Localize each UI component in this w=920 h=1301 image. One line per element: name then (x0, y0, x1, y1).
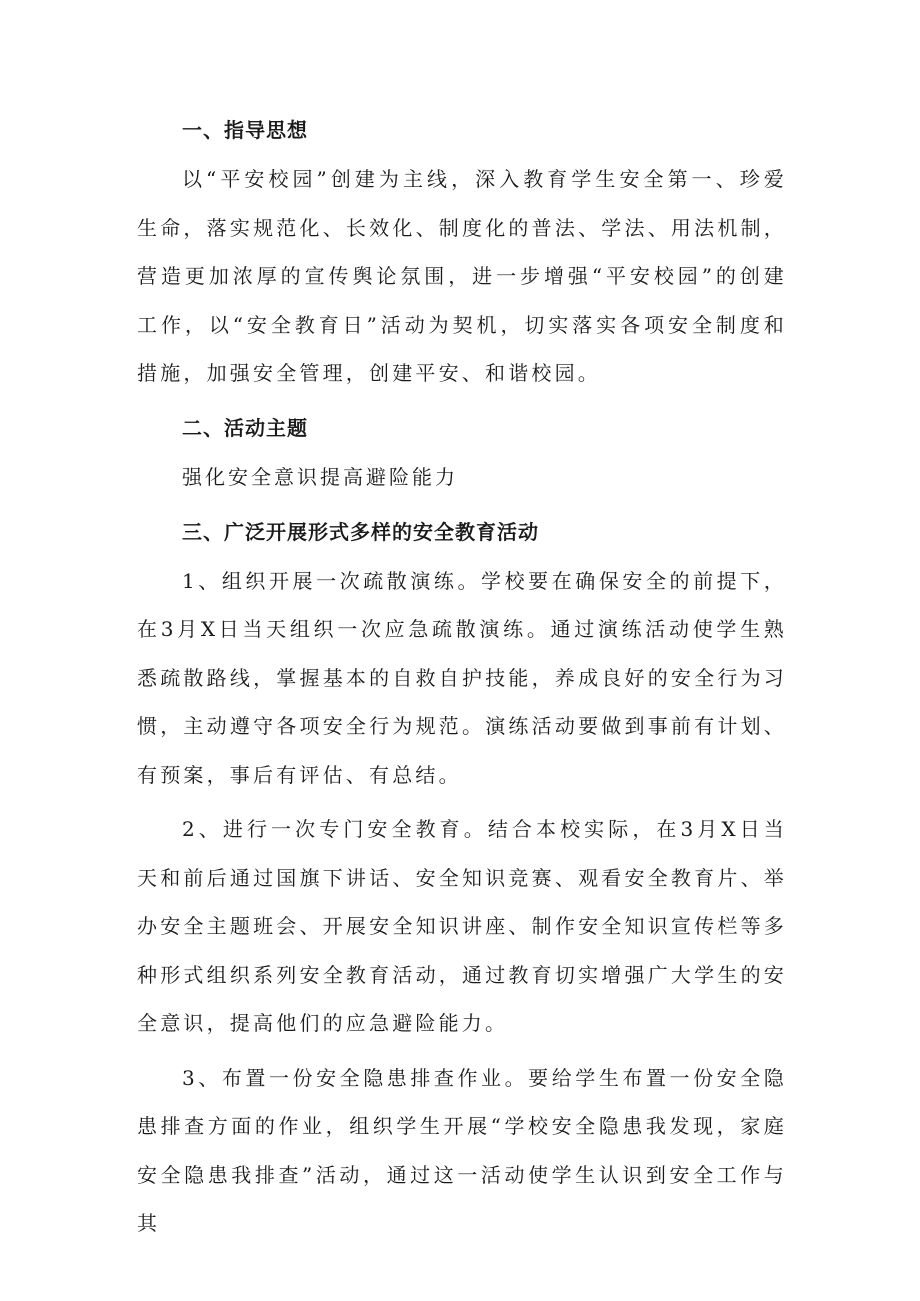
activity-item-safety-education: 2、进行一次专门安全教育。结合本校实际，在3月X日当天和前后通过国旗下讲话、安全知识竞赛、观看安全教育片、举办安全主题班会、开展安全知识讲座、制作安全知识宣传栏等多种形式组织系列安全教育活动，通过教育切实增强广大学生的安全意识，提高他们的应急避险能力。 (137, 817, 787, 1035)
activity-item-evacuation-drill: 1、组织开展一次疏散演练。学校要在确保安全的前提下，在3月X日当天组织一次应急疏散演练。通过演练活动使学生熟悉疏散路线，掌握基本的自救自护技能，养成良好的安全行为习惯，主动遵守各项安全行为规范。演练活动要做到事前有计划、有预案，事后有评估、有总结。 (137, 568, 787, 787)
section-heading-guiding-ideology: 一、指导思想 (182, 118, 308, 142)
document-body (137, 106, 787, 1248)
section-heading-education-activities: 三、广泛开展形式多样的安全教育活动 (182, 519, 539, 544)
guiding-ideology-paragraph: 以“平安校园”创建为主线，深入教育学生安全第一、珍爱生命，落实规范化、长效化、制度化的普法、学法、用法机制，营造更加浓厚的宣传舆论氛围，进一步增强“平安校园”的创建工作，以“安全教育日”活动为契机，切实落实各项安全制度和措施，加强安全管理，创建平安、和谐校园。 (137, 167, 787, 385)
activity-item-hazard-inspection: 3、布置一份安全隐患排查作业。要给学生布置一份安全隐患排查方面的作业，组织学生开展“学校安全隐患我发现，家庭安全隐患我排查”活动，通过这一活动使学生认识到安全工作与其 (137, 1065, 787, 1235)
section-heading-activity-theme: 二、活动主题 (182, 415, 308, 440)
activity-theme-text: 强化安全意识提高避险能力 (182, 464, 458, 489)
